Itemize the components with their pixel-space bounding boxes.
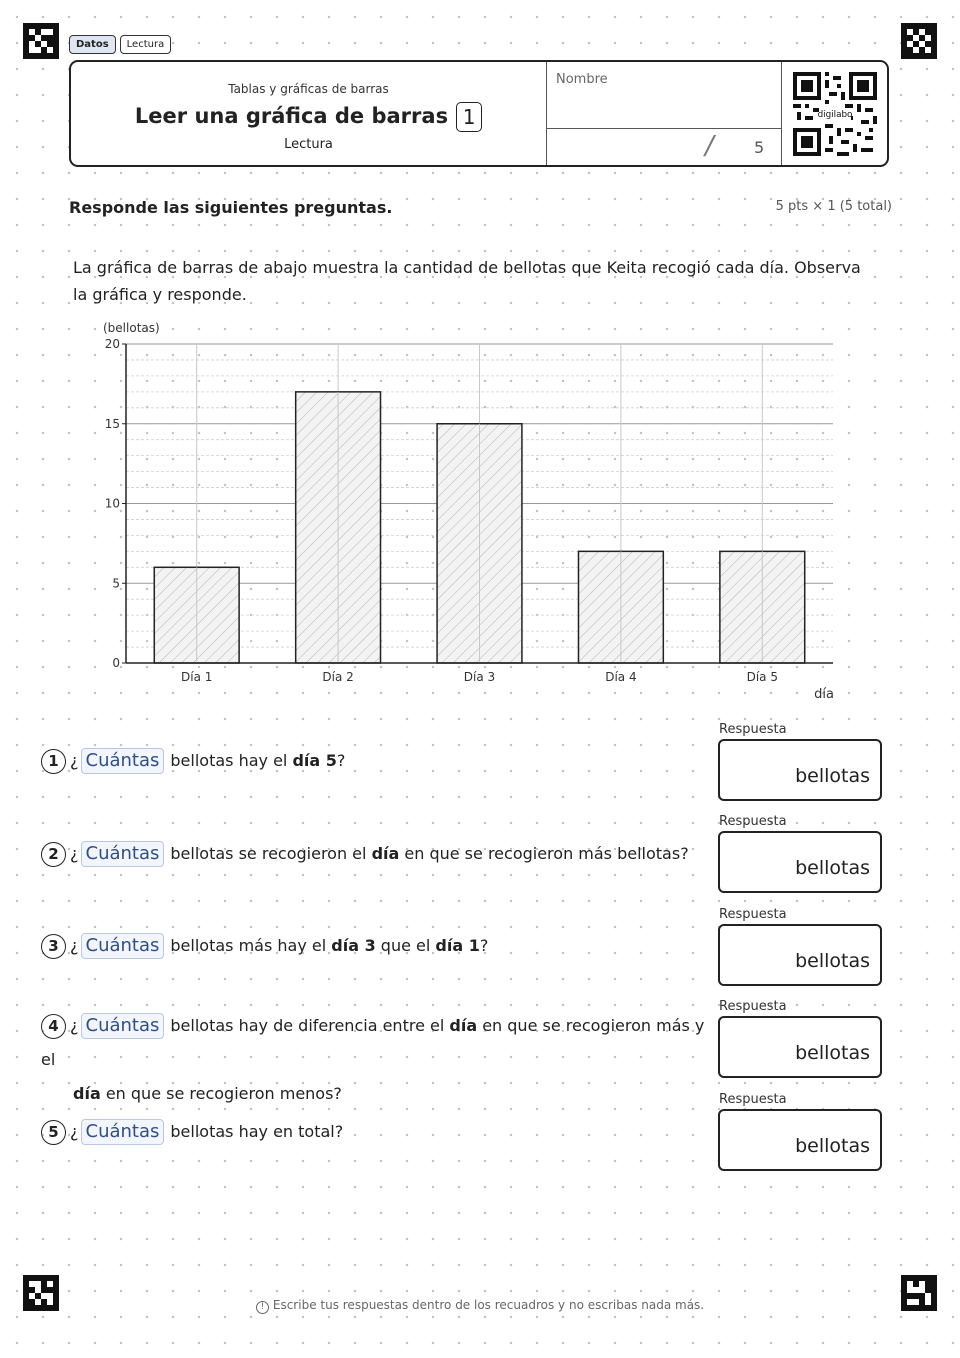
question-2 bbox=[41, 837, 706, 871]
question-text: en que se recogieron menos? bbox=[100, 1084, 342, 1103]
tag-lectura[interactable]: Lectura bbox=[120, 35, 172, 54]
answer-unit: bellotas bbox=[795, 857, 870, 879]
answer-box-2[interactable] bbox=[718, 831, 882, 893]
worksheet-header bbox=[69, 60, 889, 167]
question-text: bellotas hay de diferencia entre el bbox=[170, 1016, 450, 1035]
footer-text: Escribe tus respuestas dentro de los recuadros y no escribas nada más. bbox=[272, 1298, 705, 1312]
question-text: que el bbox=[375, 936, 436, 955]
page-title bbox=[71, 102, 546, 132]
question-text: ? bbox=[336, 751, 346, 770]
x-tick-label: Día 4 bbox=[605, 670, 637, 684]
question-text: en que se recogieron más y el bbox=[41, 1016, 705, 1069]
question-continuation bbox=[41, 1077, 706, 1111]
header-subtitle: Lectura bbox=[284, 137, 333, 152]
y-tick-label: 0 bbox=[112, 656, 120, 670]
x-tick-label: Día 2 bbox=[322, 670, 354, 684]
question-prefix: ¿ bbox=[70, 936, 79, 955]
question-prefix: ¿ bbox=[70, 1016, 79, 1035]
problem-description: La gráfica de barras de abajo muestra la cantidad de bellotas que Keita recogió cada día. Observa la gráfica y responde. bbox=[73, 258, 861, 304]
keyword-highlight: Cuántas bbox=[81, 1013, 165, 1039]
score-slash: / bbox=[705, 131, 714, 161]
answer-unit: bellotas bbox=[795, 765, 870, 787]
x-tick-label: Día 1 bbox=[181, 670, 213, 684]
question-number: 1 bbox=[41, 749, 66, 774]
question-text: ? bbox=[479, 936, 489, 955]
name-label: Nombre bbox=[556, 72, 608, 87]
answer-unit: bellotas bbox=[795, 1135, 870, 1157]
question-prefix: ¿ bbox=[70, 1122, 79, 1141]
tag-datos[interactable]: Datos bbox=[69, 35, 116, 54]
question-4 bbox=[41, 1009, 706, 1111]
y-axis-label: (bellotas) bbox=[103, 321, 160, 335]
answer-box-1[interactable] bbox=[718, 739, 882, 801]
name-field[interactable] bbox=[547, 62, 782, 129]
answer-label: Respuesta bbox=[719, 814, 787, 829]
y-tick-label: 20 bbox=[104, 337, 120, 351]
answer-unit: bellotas bbox=[795, 1042, 870, 1064]
question-number: 5 bbox=[41, 1120, 66, 1145]
question-text: bellotas hay en total? bbox=[170, 1122, 344, 1141]
keyword-highlight: Cuántas bbox=[81, 841, 165, 867]
corner-marker-top-right bbox=[901, 23, 937, 59]
y-tick-label: 5 bbox=[112, 576, 120, 591]
y-tick-label: 10 bbox=[104, 496, 120, 511]
keyword-highlight: Cuántas bbox=[81, 1119, 165, 1145]
points-info: 5 pts × 1 (5 total) bbox=[775, 199, 892, 214]
question-text: bellotas se recogieron el bbox=[170, 844, 372, 863]
question-5 bbox=[41, 1115, 706, 1149]
tag-list bbox=[69, 35, 171, 54]
answer-label: Respuesta bbox=[719, 722, 787, 737]
bar-chart bbox=[88, 315, 848, 710]
question-text: día 1 bbox=[435, 936, 480, 955]
answer-label: Respuesta bbox=[719, 999, 787, 1014]
score-total: 5 bbox=[754, 138, 765, 157]
question-1 bbox=[41, 744, 706, 778]
question-text: día 5 bbox=[292, 751, 337, 770]
question-number: 4 bbox=[41, 1014, 66, 1039]
keyword-highlight: Cuántas bbox=[81, 748, 165, 774]
question-number: 3 bbox=[41, 934, 66, 959]
question-text: día bbox=[449, 1016, 478, 1035]
x-tick-label: Día 5 bbox=[746, 670, 778, 684]
score-field[interactable] bbox=[547, 129, 782, 165]
question-text: bellotas hay el bbox=[170, 751, 293, 770]
warning-icon: ! bbox=[256, 1301, 269, 1314]
footer-note bbox=[0, 1298, 960, 1314]
question-number: 2 bbox=[41, 842, 66, 867]
answer-unit: bellotas bbox=[795, 950, 870, 972]
title-text: Leer una gráfica de barras bbox=[134, 104, 449, 128]
question-text: día 3 bbox=[331, 936, 376, 955]
question-3 bbox=[41, 929, 706, 963]
question-text: día bbox=[73, 1084, 101, 1103]
x-tick-label: Día 3 bbox=[463, 670, 496, 684]
answer-label: Respuesta bbox=[719, 1092, 787, 1107]
answer-box-3[interactable] bbox=[718, 924, 882, 986]
instruction-text: Responde las siguientes preguntas. bbox=[69, 198, 393, 217]
question-text: día bbox=[371, 844, 400, 863]
subject-label: Tablas y gráficas de barras bbox=[228, 82, 389, 96]
question-prefix: ¿ bbox=[70, 844, 79, 863]
header-title-block bbox=[71, 62, 547, 165]
answer-box-4[interactable] bbox=[718, 1016, 882, 1078]
x-axis-label: día bbox=[814, 687, 834, 702]
question-prefix: ¿ bbox=[70, 751, 79, 770]
answer-label: Respuesta bbox=[719, 907, 787, 922]
question-text: bellotas más hay el bbox=[170, 936, 332, 955]
qr-label: digilabo bbox=[817, 110, 853, 121]
answer-box-5[interactable] bbox=[718, 1109, 882, 1171]
keyword-highlight: Cuántas bbox=[81, 933, 165, 959]
y-tick-label: 15 bbox=[104, 416, 120, 431]
question-text: en que se recogieron más bellotas? bbox=[399, 844, 689, 863]
qr-code-icon bbox=[793, 72, 877, 156]
corner-marker-top-left bbox=[23, 23, 59, 59]
worksheet-number: 1 bbox=[456, 102, 482, 132]
